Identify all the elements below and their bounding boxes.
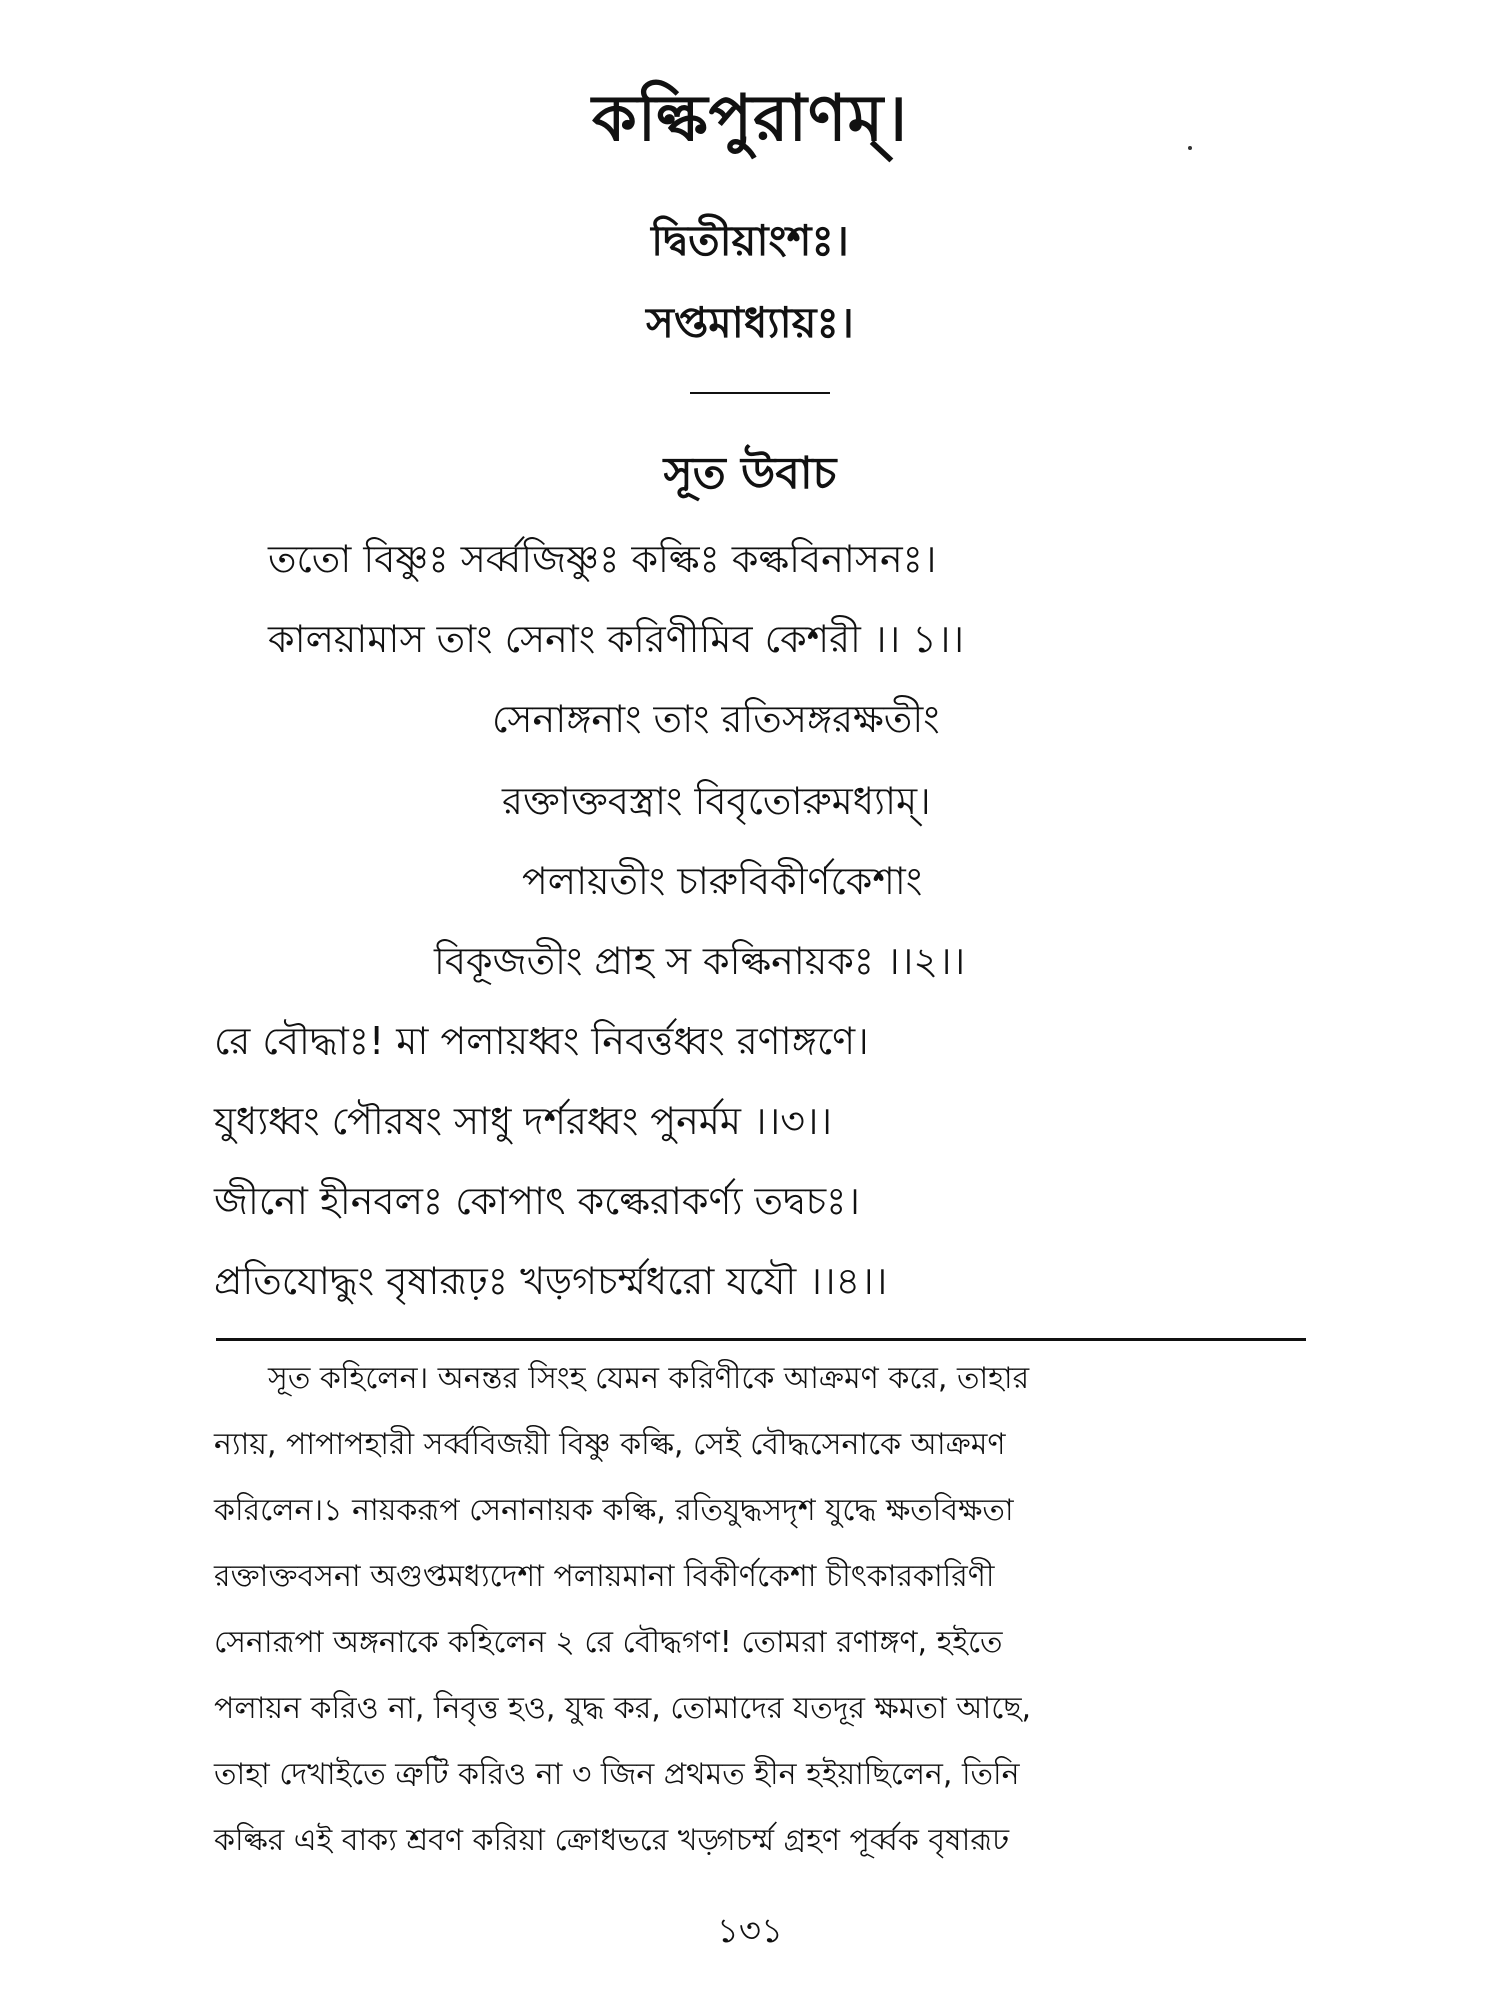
verse-line: সেনাঙ্গনাং তাং রতিসঙ্গরক্ষতীং [492,697,940,741]
translation-line: পলায়ন করিও না, নিবৃত্ত হও, যুদ্ধ কর, তোমাদের যতদূর ক্ষমতা আছে, [214,1691,1032,1726]
verse-line: পলায়তীং চারুবিকীর্ণকেশাং [522,859,923,903]
verse-line: রে বৌদ্ধাঃ! মা পলায়ধ্বং নিবর্ত্তধ্বং রণাঙ্গণে। [214,1019,869,1063]
book-title: কল্কিপুরাণম্। [591,82,908,156]
speaker-heading: সূত উবাচ [663,448,837,499]
verse-line: জীনো হীনবলঃ কোপাৎ কল্কেরাকর্ণ্য তদ্বচঃ। [214,1179,860,1223]
verse-line: যুধ্যধ্বং পৌরষং সাধু দর্শরধ্বং পুনর্মম ।।৩।। [214,1099,833,1143]
verse-line: বিকূজতীং প্রাহ স কল্কিনায়কঃ ।।২।। [434,939,966,983]
part-heading: দ্বিতীয়াংশঃ। [651,216,849,265]
translation-line: করিলেন।১ নায়করূপ সেনানায়ক কল্কি, রতিযুদ্ধসদৃশ যুদ্ধে ক্ষতবিক্ষতা [214,1493,1014,1528]
section-divider [216,1338,1306,1341]
translation-line: রক্তাক্তবসনা অগুপ্তমধ্যদেশা পলায়মানা বিকীর্ণকেশা চীৎকারকারিণী [214,1559,995,1594]
verse-line: প্রতিযোদ্ধুং বৃষারূঢ়ঃ খড়গচর্ম্মধরো যযৌ ।।৪।। [214,1259,888,1303]
translation-line: সেনারূপা অঙ্গনাকে কহিলেন ২ রে বৌদ্ধগণ! তোমরা রণাঙ্গণ, হইতে [214,1625,1003,1660]
translation-line: ন্যায়, পাপাপহারী সর্ব্ববিজয়ী বিষ্ণু কল্কি, সেই বৌদ্ধসেনাকে আক্রমণ [214,1427,1006,1462]
translation-line: কল্কির এই বাক্য শ্রবণ করিয়া ক্রোধভরে খড়্গচর্ম্ম গ্রহণ পূর্ব্বক বৃষারূঢ [214,1823,1010,1858]
verse-line: রক্তাক্তবস্ত্রাং বিবৃতোরুমধ্যাম্। [502,779,931,823]
translation-line: তাহা দেখাইতে ত্রুটি করিও না ৩ জিন প্রথমত হীন হইয়াছিলেন, তিনি [214,1757,1020,1792]
heading-divider [690,392,830,394]
translation-line: সূত কহিলেন। অনন্তর সিংহ যেমন করিণীকে আক্রমণ করে, তাহার [268,1361,1030,1396]
page-number: ১৩১ [716,1911,784,1951]
verse-line: কালয়ামাস তাং সেনাং করিণীমিব কেশরী ।। ১।। [268,617,965,661]
verse-line: ততো বিষ্ণুঃ সর্ব্বজিষ্ণুঃ কল্কিঃ কল্কবিনাসনঃ। [268,537,937,581]
chapter-heading: সপ্তমাধ্যায়ঃ। [646,298,854,347]
